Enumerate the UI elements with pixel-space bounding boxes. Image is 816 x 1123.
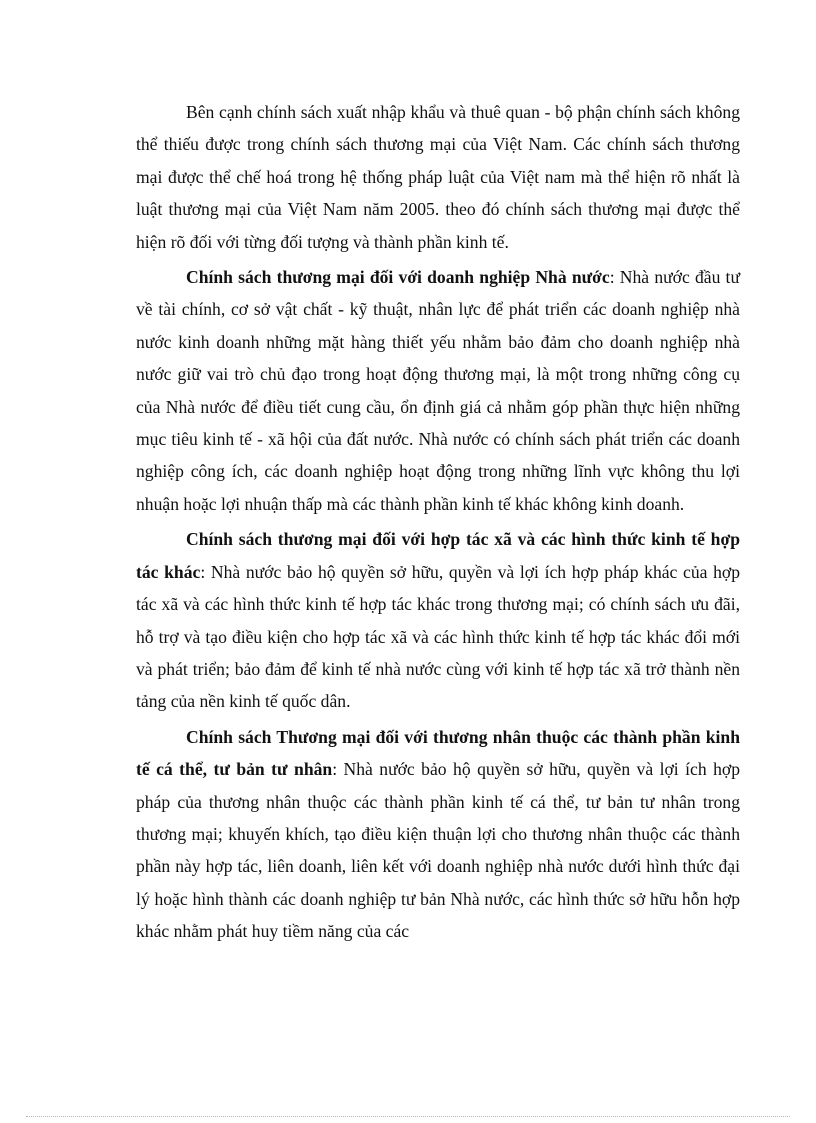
paragraph-lead: Chính sách Thương mại đối với thương nhân thuộc các thành phần kinh tế cá thể, tư bản tư nhân — [136, 726, 740, 780]
paragraph-intro — [136, 96, 740, 258]
paragraph-text: : Nhà nước đầu tư về tài chính, cơ sở vật chất - kỹ thuật, nhân lực để phát triển các doanh nghiệp nhà nước kinh doanh những mặt hàng thiết yếu nhằm bảo đảm cho doanh nghiệp nhà nước giữ vai trò chủ đạo trong hoạt động thương mại, là một trong những công cụ của Nhà nước để điều tiết cung cầu, ổn định giá cả nhằm góp phần thực hiện những mục tiêu kinh tế - xã hội của đất nước. Nhà nước có chính sách phát triển các doanh nghiệp công ích, các doanh nghiệp hoạt động trong những lĩnh vực không thu lợi nhuận hoặc lợi nhuận thấp mà các thành phần kinh tế khác không kinh doanh. — [136, 267, 740, 514]
footer-divider — [26, 1116, 790, 1117]
paragraph-cooperatives — [136, 523, 740, 717]
paragraph-text: : Nhà nước bảo hộ quyền sở hữu, quyền và lợi ích hợp pháp khác của hợp tác xã và các hình thức kinh tế hợp tác khác trong thương mại; có chính sách ưu đãi, hỗ trợ và tạo điều kiện cho hợp tác xã và các hình thức kinh tế hợp tác khác đổi mới và phát triển; bảo đảm để kinh tế nhà nước cùng với kinh tế hợp tác xã trở thành nền tảng của nền kinh tế quốc dân. — [136, 561, 740, 712]
paragraph-lead: Chính sách thương mại đối với doanh nghiệp Nhà nước — [186, 267, 610, 288]
paragraph-state-enterprises — [136, 261, 740, 520]
paragraph-text: Bên cạnh chính sách xuất nhập khẩu và thuê quan - bộ phận chính sách không thể thiếu được trong chính sách thương mại của Việt Nam. Các chính sách thương mại được thể chế hoá trong hệ thống pháp luật của Việt nam mà thể hiện rõ nhất là luật thương mại của Việt Nam năm 2005. theo đó chính sách thương mại được thể hiện rõ đối với từng đối tượng và thành phần kinh tế. — [136, 102, 740, 252]
paragraph-lead: Chính sách thương mại đối với hợp tác xã và các hình thức kinh tế hợp tác khác — [136, 529, 740, 582]
paragraph-private-traders — [136, 721, 740, 948]
paragraph-text: : Nhà nước bảo hộ quyền sở hữu, quyền và lợi ích hợp pháp của thương nhân thuộc các thành phần kinh tế cá thể, tư bản tư nhân trong thương mại; khuyến khích, tạo điều kiện thuận lợi cho thương nhân thuộc các thành phần này hợp tác, liên doanh, liên kết với doanh nghiệp nhà nước dưới hình thức đại lý hoặc hình thành các doanh nghiệp tư bản Nhà nước, các hình thức sở hữu hỗn hợp khác nhằm phát huy tiềm năng của các — [136, 759, 740, 942]
document-body — [136, 96, 740, 951]
